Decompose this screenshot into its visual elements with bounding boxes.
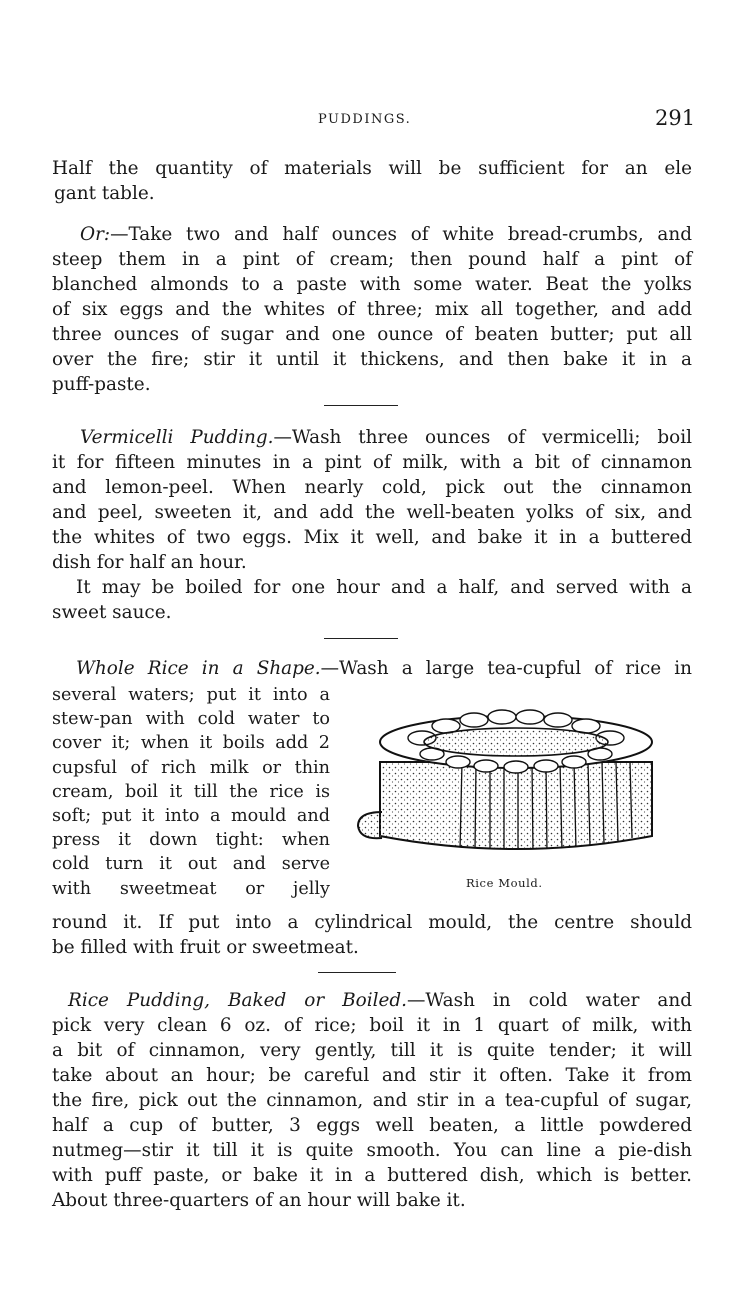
text-line: dish for half an hour. (52, 552, 247, 573)
text-line-rest: —Wash a large tea-cupful of rice in (320, 658, 693, 679)
recipe-title: Whole Rice in a Shape. (76, 658, 321, 679)
text-line: the whites of two eggs. Mix it well, and bake it in a buttered (52, 527, 692, 548)
text-line: it for fifteen minutes in a pint of milk, with a bit of cinnamon (52, 452, 692, 473)
running-head: PUDDINGS. (318, 112, 412, 127)
text-line: cupsful of rich milk or thin (52, 757, 330, 778)
section-divider (318, 972, 396, 973)
text-line (52, 988, 692, 1013)
text-line: the fire, pick out the cinnamon, and stir in a tea-cupful of sugar, (52, 1090, 692, 1111)
text-line: puff-paste. (52, 374, 151, 395)
text-line: over the fire; stir it until it thickens, and then bake it in a (52, 349, 692, 370)
text-line: half a cup of butter, 3 eggs well beaten, a little powdered (52, 1115, 692, 1136)
paragraph-lead: Or: (80, 224, 111, 245)
text-line: stew-pan with cold water to (52, 709, 330, 730)
text-line: cold turn it out and serve (52, 854, 330, 875)
text-line: pick very clean 6 oz. of rice; boil it in 1 quart of milk, with (52, 1015, 692, 1036)
text-line: It may be boiled for one hour and a half, and served with a (76, 577, 692, 598)
recipe-vermicelli-pudding (52, 425, 692, 625)
paragraph-opening (52, 156, 692, 206)
text-line: a bit of cinnamon, very gently, till it is quite tender; it will (52, 1040, 692, 1061)
text-line: cream, boil it till the rice is (52, 781, 330, 802)
section-divider (324, 638, 398, 639)
text-line: three ounces of sugar and one ounce of beaten butter; put all (52, 324, 692, 345)
text-line-rest: —Wash three ounces of vermicelli; boil (273, 427, 692, 448)
text-line: with puff paste, or bake it in a buttered dish, which is better. (52, 1165, 692, 1186)
text-line-rest: —Wash in cold water and (406, 990, 692, 1011)
rice-mould-illustration (352, 700, 692, 900)
recipe-rice-pudding (52, 988, 692, 1213)
text-line (52, 425, 692, 450)
text-line: nutmeg—stir it till it is quite smooth. You can line a pie-dish (52, 1140, 692, 1161)
text-line: soft; put it into a mould and (52, 805, 330, 826)
text-line: with sweetmeat or jelly (52, 878, 330, 899)
recipe-whole-rice-wrapped-text (52, 683, 330, 901)
text-line: gant table. (54, 183, 155, 204)
text-line: and lemon-peel. When nearly cold, pick out the cinnamon (52, 477, 692, 498)
text-line: steep them in a pint of cream; then pound half a pint of (52, 249, 692, 270)
page-number: 291 (655, 106, 696, 130)
text-line: round it. If put into a cylindrical mould, the centre should (52, 912, 692, 933)
text-line: press it down tight: when (52, 830, 330, 851)
text-line: cover it; when it boils add 2 (52, 733, 330, 754)
recipe-whole-rice-title-line (52, 656, 692, 681)
recipe-whole-rice-continued (52, 910, 692, 960)
recipe-title: Vermicelli Pudding. (80, 427, 274, 448)
text-line (52, 222, 692, 247)
text-line: several waters; put it into a (52, 685, 330, 705)
section-divider (324, 405, 398, 406)
recipe-title: Rice Pudding, Baked or Boiled. (68, 990, 407, 1011)
text-line-rest: —Take two and half ounces of white bread-crumbs, and (110, 224, 692, 245)
paragraph-alternative (52, 222, 692, 397)
figure-caption: Rice Mould. (466, 876, 543, 890)
text-line: About three-quarters of an hour will bake it. (52, 1190, 466, 1211)
text-line (52, 656, 692, 681)
text-line: take about an hour; be careful and stir it often. Take it from (52, 1065, 692, 1086)
text-line: of six eggs and the whites of three; mix all together, and add (52, 299, 692, 320)
text-line: blanched almonds to a paste with some water. Beat the yolks (52, 274, 692, 295)
text-line: Half the quantity of materials will be sufficient for an ele (52, 158, 692, 179)
text-line: be filled with fruit or sweetmeat. (52, 937, 359, 958)
text-line: sweet sauce. (52, 602, 172, 623)
rice-mould-engraving (352, 700, 692, 870)
text-line: and peel, sweeten it, and add the well-beaten yolks of six, and (52, 502, 692, 523)
